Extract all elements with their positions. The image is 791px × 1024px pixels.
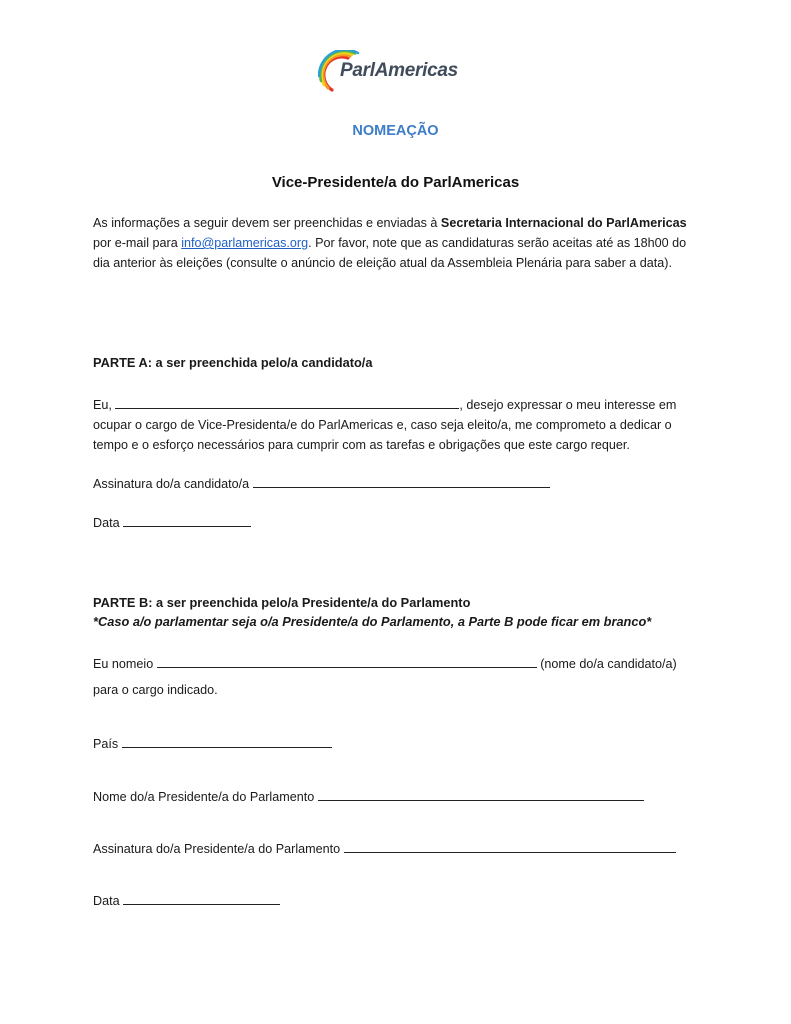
president-date-field[interactable] (123, 892, 280, 905)
president-name-field[interactable] (318, 788, 644, 801)
declaration-rest: , desejo expressar o meu interesse em ocupar o cargo de Vice-Presidenta/e do ParlAmericas e, caso seja eleito/a, me comprometo a dedicar o tempo e o esforço necessários para cumprir com as tarefas e obrigações que este cargo requer. (93, 398, 677, 452)
intro-text-1: As informações a seguir devem ser preenchidas e enviadas à (93, 216, 441, 230)
nominate-line-2: para o cargo indicado. (93, 683, 218, 697)
page-title: NOMEAÇÃO (352, 123, 439, 139)
candidate-name-field[interactable] (115, 396, 459, 409)
nominate-label: Eu nomeio (93, 657, 157, 671)
nominate-suffix: (nome do/a candidato/a) (536, 657, 677, 671)
country-row (93, 735, 332, 754)
page-subtitle: Vice-Presidente/a do ParlAmericas (271, 174, 520, 191)
intro-text-3: . Por favor, note que as candidaturas serão aceitas até as 18h00 do dia anterior às eleições (consulte o anúncio de eleição atual da Assembleia Plenária para saber a data). (93, 236, 687, 270)
nominate-row (93, 655, 677, 674)
president-signature-field[interactable] (344, 840, 676, 853)
intro-text-2: por e-mail para (93, 236, 182, 250)
intro-bold-text: Secretaria Internacional do ParlAmericas (440, 216, 687, 230)
country-label: País (93, 737, 122, 751)
part-b-heading: PARTE B: a ser preenchida pelo/a Presidente/a do Parlamento (93, 595, 471, 610)
candidate-date-row (93, 514, 251, 533)
part-a-declaration (93, 395, 705, 455)
candidate-date-label: Data (93, 516, 124, 530)
candidate-date-field[interactable] (123, 514, 251, 527)
candidate-signature-field[interactable] (253, 475, 550, 488)
declaration-start: Eu, (93, 398, 116, 412)
part-a-heading: PARTE A: a ser preenchida pelo/a candidato/a (93, 355, 373, 370)
logo-text: ParlAmericas (340, 60, 458, 81)
president-name-row (93, 788, 644, 807)
email-link[interactable]: info@parlamericas.org (181, 236, 309, 250)
president-date-row (93, 892, 280, 911)
candidate-signature-label: Assinatura do/a candidato/a (93, 477, 253, 491)
candidate-signature-row (93, 475, 550, 494)
president-date-label: Data (93, 894, 124, 908)
president-signature-label: Assinatura do/a Presidente/a do Parlamento (93, 842, 344, 856)
nominee-name-field[interactable] (157, 655, 537, 668)
part-b-note: *Caso a/o parlamentar seja o/a Presidente/a do Parlamento, a Parte B pode ficar em branco* (93, 614, 652, 629)
intro-paragraph (93, 213, 705, 273)
president-signature-row (93, 840, 676, 859)
president-name-label: Nome do/a Presidente/a do Parlamento (93, 790, 318, 804)
country-field[interactable] (122, 735, 332, 748)
